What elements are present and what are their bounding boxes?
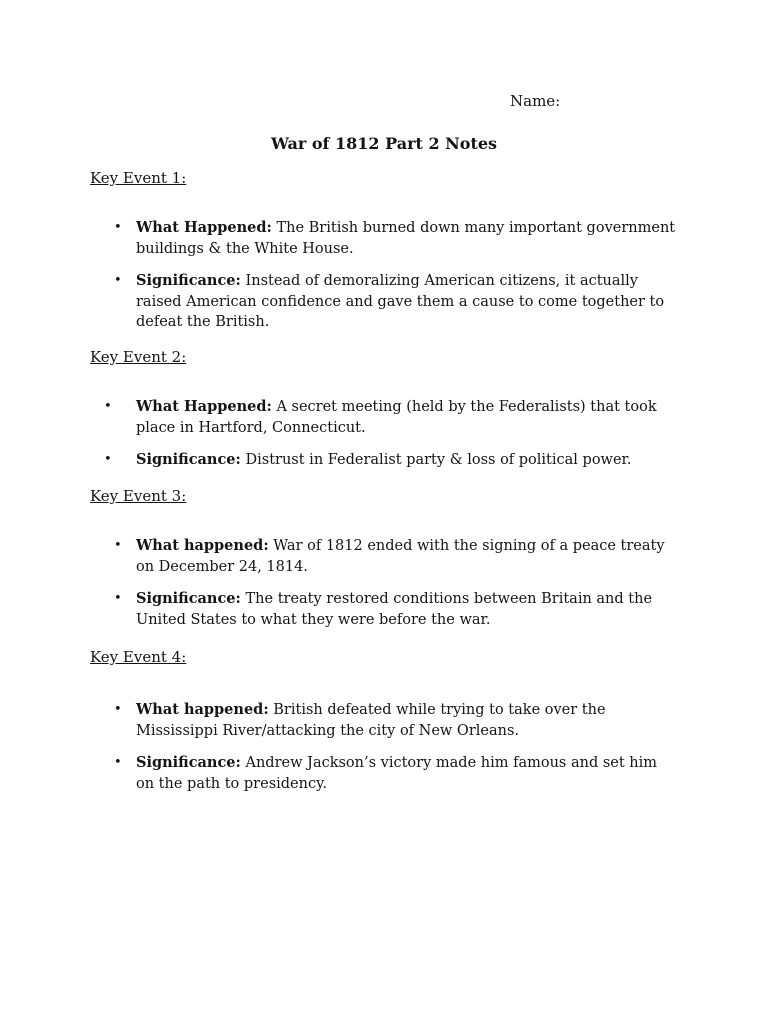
key-event-2-heading: Key Event 2: [90,348,187,366]
key-event-3-heading: Key Event 3: [90,487,187,505]
key-event-1-list [0,218,676,345]
item-term: Significance: [136,754,241,771]
key-event-1-heading: Key Event 1: [90,169,187,187]
bullet-icon: • [104,399,112,414]
item-term: What Happened: [136,398,272,415]
item-term: What happened: [136,701,269,718]
bullet-icon: • [114,273,122,288]
list-item [0,536,676,577]
list-item [0,397,676,438]
list-item [0,700,676,741]
item-text: The treaty restored conditions between Britain and the United States to what they were before the war. [136,591,653,628]
item-text: British defeated while trying to take over the Mississippi River/attacking the city of New Orleans. [136,702,606,739]
item-text: War of 1812 ended with the signing of a peace treaty on December 24, 1814. [136,538,665,575]
item-term: Significance: [136,590,241,607]
list-item [0,450,676,471]
list-item [0,753,676,794]
bullet-icon: • [114,220,122,235]
key-event-4-heading: Key Event 4: [90,648,187,666]
key-event-2-list [0,397,676,483]
item-text: Instead of demoralizing American citizens, it actually raised American confidence and gave them a cause to come together to defeat the British. [136,273,665,330]
bullet-icon: • [114,755,122,770]
key-event-3-list [0,536,676,642]
item-term: Significance: [136,451,241,468]
list-item [0,589,676,630]
list-item [0,271,676,333]
name-label: Name: [510,92,561,110]
item-text: The British burned down many important government buildings & the White House. [136,220,676,257]
bullet-icon: • [104,452,112,467]
bullet-icon: • [114,702,122,717]
bullet-icon: • [114,538,122,553]
item-term: What Happened: [136,219,272,236]
item-term: What happened: [136,537,269,554]
key-event-4-list [0,700,676,806]
bullet-icon: • [114,591,122,606]
item-text: A secret meeting (held by the Federalists) that took place in Hartford, Connecticut. [136,399,657,436]
page-title: War of 1812 Part 2 Notes [270,134,498,153]
item-term: Significance: [136,272,241,289]
item-text: Distrust in Federalist party & loss of political power. [245,452,632,468]
item-text: Andrew Jackson’s victory made him famous and set him on the path to presidency. [136,755,658,792]
list-item [0,218,676,259]
